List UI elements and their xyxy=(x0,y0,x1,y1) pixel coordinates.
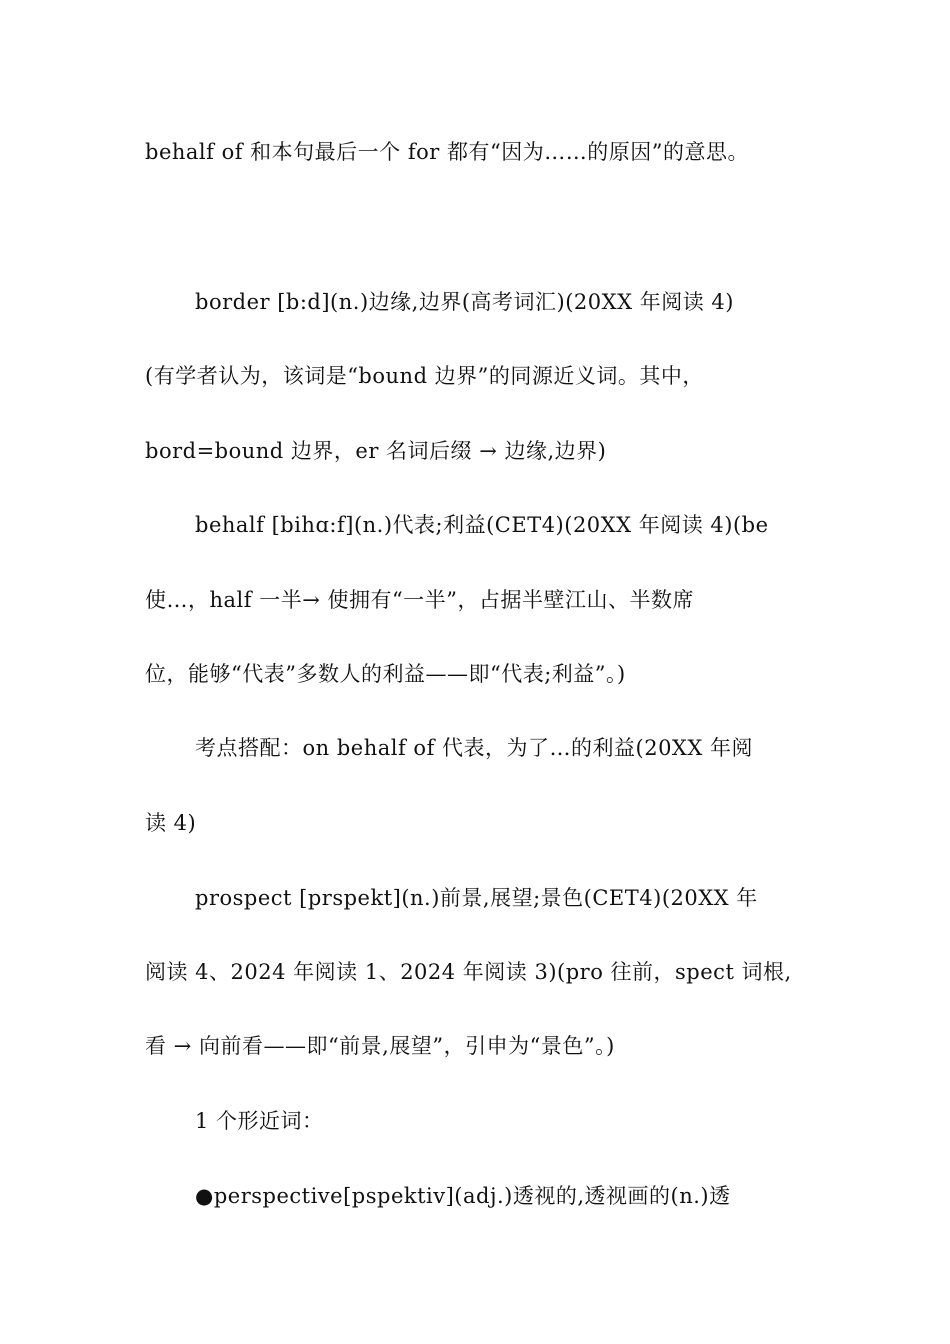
text-line-behalf-entry: behalf [bihɑ:f](n.)代表;利益(CET4)(20XX 年阅读 4)(be xyxy=(195,513,769,537)
text-line-collocation-cont: 读 4) xyxy=(145,811,197,835)
text-line-border-etymology-1: (有学者认为，该词是“bound 边界”的同源近义词。其中， xyxy=(145,364,704,388)
text-line-similar-words-heading: 1 个形近词： xyxy=(195,1109,324,1133)
text-line-prospect-sources: 阅读 4、2024 年阅读 1、2024 年阅读 3)(pro 往前，spect 词根, xyxy=(145,960,792,984)
text-line-prospect-etymology: 看 → 向前看——即“前景,展望”，引申为“景色”。) xyxy=(145,1034,615,1058)
text-line-border-entry: border [b:d](n.)边缘,边界(高考词汇)(20XX 年阅读 4) xyxy=(195,290,734,314)
text-line-behalf-etymology-2: 位，能够“代表”多数人的利益——即“代表;利益”。) xyxy=(145,662,626,686)
text-line-perspective-entry: ●perspective[pspektiv](adj.)透视的,透视画的(n.)透 xyxy=(195,1184,731,1208)
text-line-collocation: 考点搭配：on behalf of 代表，为了…的利益(20XX 年阅 xyxy=(195,736,754,760)
text-line-prospect-entry: prospect [prspekt](n.)前景,展望;景色(CET4)(20XX 年 xyxy=(195,886,758,910)
text-line-behalf-etymology-1: 使…，half 一半→ 使拥有“一半”，占据半壁江山、半数席 xyxy=(145,588,694,612)
text-line-border-etymology-2: bord=bound 边界，er 名词后缀 → 边缘,边界) xyxy=(145,439,607,463)
text-line-behalf-of-note: behalf of 和本句最后一个 for 都有“因为……的原因”的意思。 xyxy=(145,140,749,164)
